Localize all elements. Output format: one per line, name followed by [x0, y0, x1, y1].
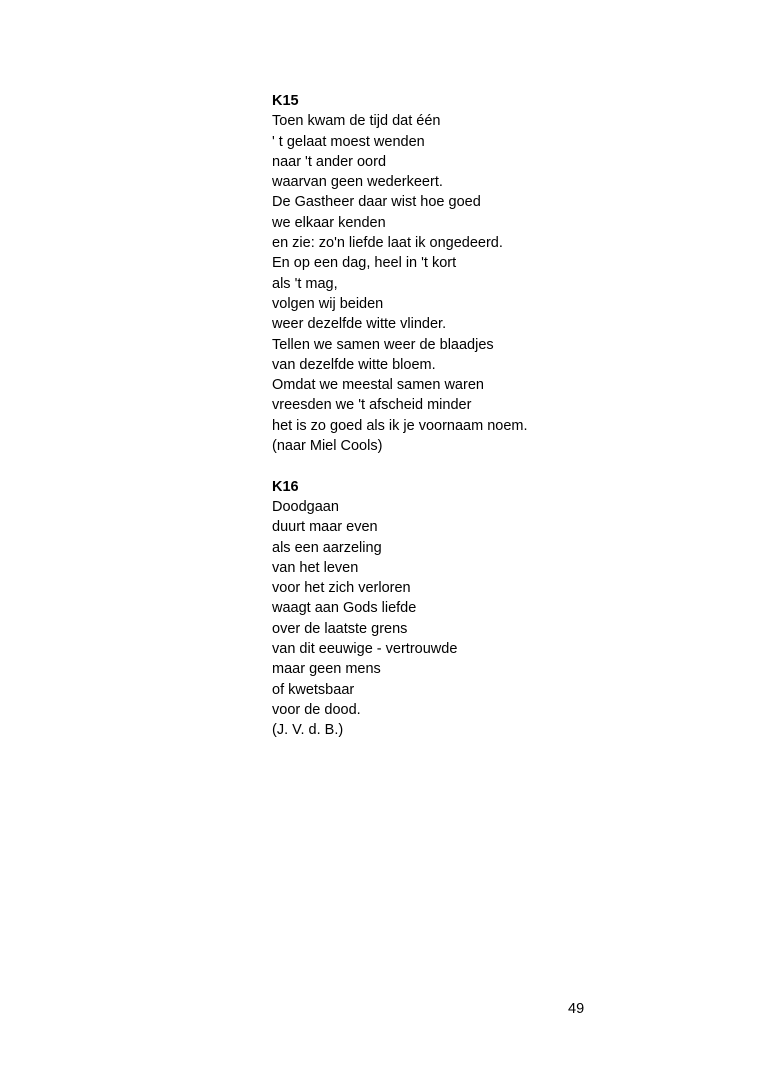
- page-number: 49: [568, 1001, 585, 1017]
- poem-title: K16: [272, 478, 299, 495]
- poem-line: waagt aan Gods liefde: [272, 600, 417, 617]
- poem-line: van het leven: [272, 559, 359, 576]
- poem-attribution: (naar Miel Cools): [272, 438, 383, 455]
- poem-line: als 't mag,: [272, 275, 338, 292]
- poem-line: of kwetsbaar: [272, 681, 355, 698]
- poem-line: ' t gelaat moest wenden: [272, 133, 425, 150]
- poem-line: van dit eeuwige - vertrouwde: [272, 641, 458, 658]
- poem-line: en zie: zo'n liefde laat ik ongedeerd.: [272, 235, 503, 252]
- poem-line: waarvan geen wederkeert.: [272, 174, 443, 191]
- poem-line: Omdat we meestal samen waren: [272, 377, 484, 394]
- poem-line: naar 't ander oord: [272, 153, 387, 170]
- poem-line: maar geen mens: [272, 661, 381, 678]
- poem-line: volgen wij beiden: [272, 295, 384, 312]
- poem-line: het is zo goed als ik je voornaam noem.: [272, 417, 528, 434]
- poem-title: K15: [272, 93, 299, 109]
- poem-line: voor de dood.: [272, 701, 361, 718]
- poem-line: En op een dag, heel in 't kort: [272, 255, 457, 272]
- poem-k16: [272, 477, 712, 741]
- poem-line: van dezelfde witte bloem.: [272, 356, 436, 373]
- poem-line: voor het zich verloren: [272, 580, 411, 597]
- poem-line: Toen kwam de tijd dat één: [272, 113, 441, 130]
- poem-line: over de laatste grens: [272, 620, 408, 637]
- poem-line: De Gastheer daar wist hoe goed: [272, 194, 481, 211]
- poem-line: als een aarzeling: [272, 539, 382, 556]
- poem-line: vreesden we 't afscheid minder: [272, 397, 472, 414]
- poem-line: Tellen we samen weer de blaadjes: [272, 336, 494, 353]
- poem-attribution: (J. V. d. B.): [272, 722, 344, 739]
- poem-line: duurt maar even: [272, 519, 378, 536]
- poem-line: weer dezelfde witte vlinder.: [272, 316, 447, 333]
- poem-k15: [272, 91, 712, 456]
- document-body: [272, 91, 712, 741]
- poem-line: Doodgaan: [272, 498, 339, 515]
- poem-line: we elkaar kenden: [272, 214, 386, 231]
